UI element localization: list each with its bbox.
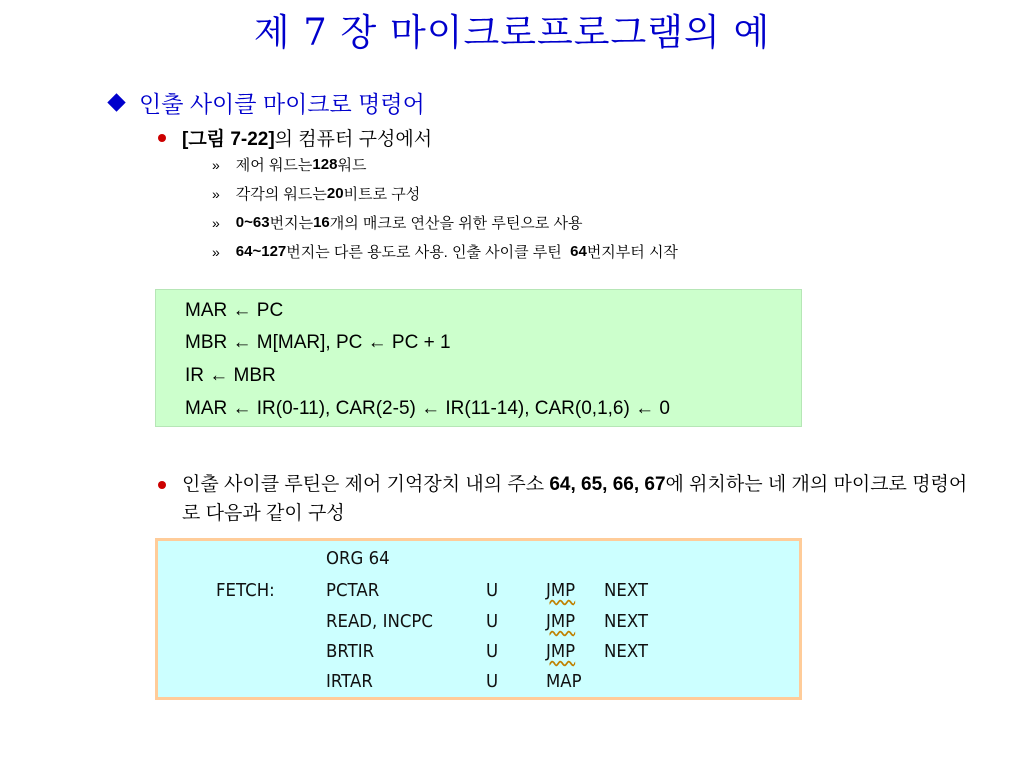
row-3-cond: U [486,641,499,662]
sub-item-1-rest: 워드 [337,157,367,174]
sub-item-4-mid: 번지는 다른 용도로 사용. 인출 사이클 루틴 [286,244,571,261]
row-2-cond: U [486,611,499,632]
row-1-op: PCTAR [326,580,380,601]
row-3-addr: NEXT [604,641,649,662]
microprogram-box [155,538,802,700]
raquo-bullet-icon: » [212,243,220,260]
sub-item-4-bold-a: 64~127 [235,243,287,260]
row-2-branch: JMP [546,611,576,632]
section-heading-text: 인출 사이클 마이크로 명령어 [139,91,425,117]
row-2-op: READ, INCPC [326,611,433,632]
sub-item-3-mid: 번지는 [269,215,314,232]
point-2-addresses: 64, 65, 66, 67 [549,474,666,495]
section-heading [108,86,425,119]
raquo-bullet-icon: » [212,214,220,231]
slide-title: 제 7 장 마이크로프로그램의 예 [253,11,771,54]
sub-item-2-bold: 20 [326,185,344,202]
point-2-part1: 인출 사이클 루틴은 제어 기억장치 내의 주소 [182,474,550,495]
rtl-box [155,289,802,427]
row-2-addr: NEXT [604,611,649,632]
row-1-addr: NEXT [604,580,649,601]
row-3-branch: JMP [546,641,576,662]
row-1-label: FETCH: [216,580,275,601]
point-2-text [182,470,978,528]
rtl-line-2: MBR ← M[MAR], PC ← PC + 1 [185,332,451,353]
red-dot-bullet-icon [158,134,166,142]
rtl-line-1: MAR ← PC [185,300,284,321]
point-2 [158,470,978,528]
row-4-branch: MAP [546,671,582,692]
sub-item-4 [212,241,678,262]
sub-item-2 [212,183,420,204]
rtl-line-4: MAR ← IR(0-11), CAR(2-5) ← IR(11-14), CAR(0,1,6) ← 0 [185,398,670,419]
sub-item-2-rest: 비트로 구성 [343,186,421,203]
sub-item-1 [212,154,366,175]
row-4-cond: U [486,671,499,692]
row-4-op: IRTAR [326,671,373,692]
figure-ref: [그림 7-22] [182,129,275,150]
row-3-op: BRTIR [326,641,375,662]
point-1-text [182,124,432,151]
sub-item-2-text: 각각의 워드는 [235,186,327,203]
sub-item-1-bold: 128 [312,156,338,173]
point-1-suffix: 의 컴퓨터 구성에서 [274,129,433,150]
sub-item-3 [212,212,582,233]
rtl-line-3: IR ← MBR [185,365,276,386]
sub-item-3-bold-b: 16 [313,214,330,231]
sub-item-1-text: 제어 워드는 [235,157,313,174]
row-1-cond: U [486,580,499,601]
org-directive: ORG 64 [326,548,390,569]
row-1-branch: JMP [546,580,576,601]
red-dot-bullet-icon [158,481,166,489]
sub-item-4-bold-b: 64 [570,243,587,260]
diamond-bullet-icon [107,93,125,111]
sub-item-4-rest: 번지부터 시작 [586,244,678,261]
sub-item-3-bold-a: 0~63 [235,214,270,231]
raquo-bullet-icon: » [212,156,220,173]
raquo-bullet-icon: » [212,185,220,202]
point-2-part2: 에 위치하는 네 개의 마이크로 명령어로 다음과 같이 구성 [182,474,968,524]
point-1 [158,124,432,151]
sub-item-3-rest: 개의 매크로 연산을 위한 루틴으로 사용 [329,215,583,232]
